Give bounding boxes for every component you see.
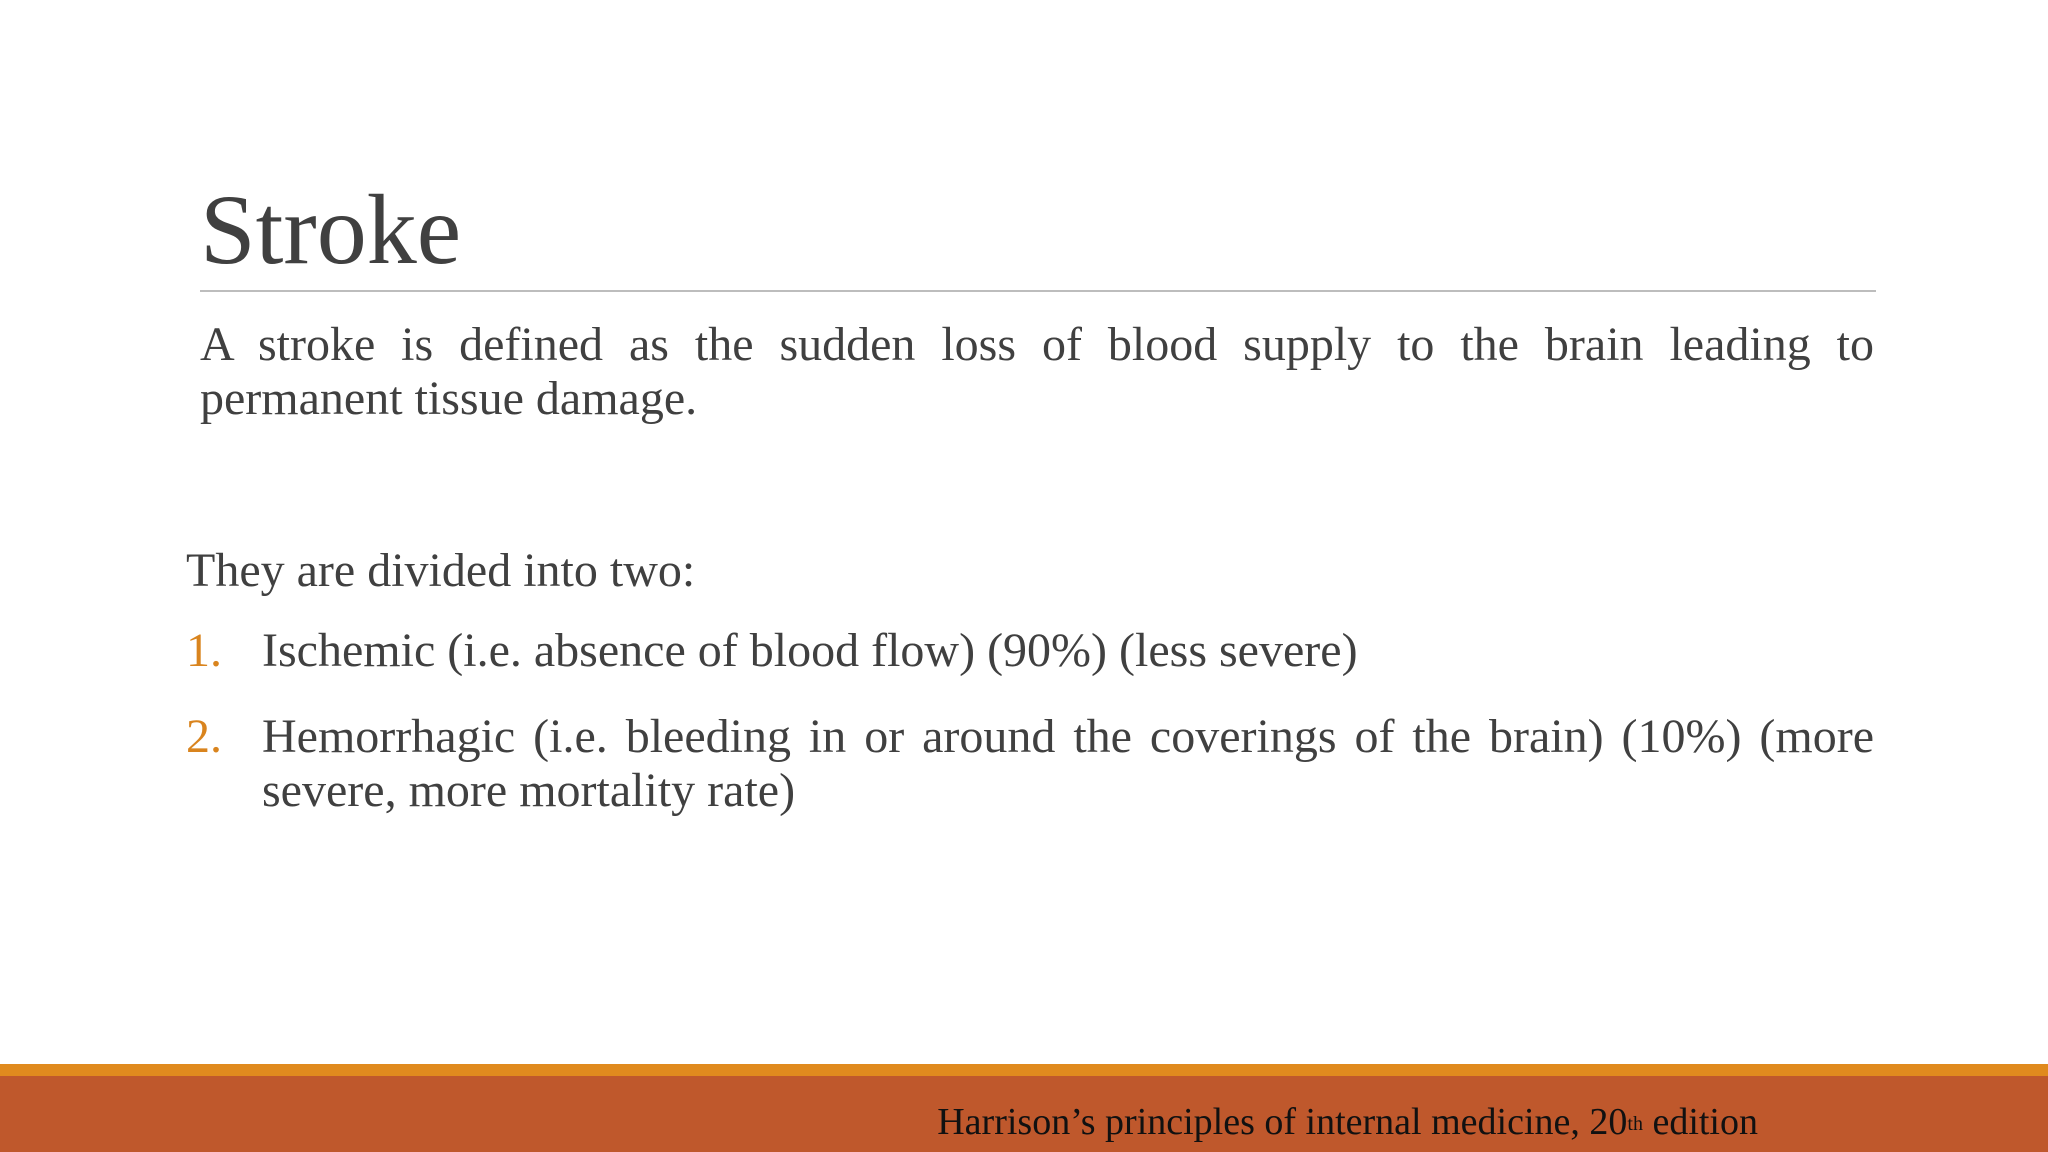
- list-intro: They are divided into two:: [186, 544, 696, 597]
- slide-title: Stroke: [200, 174, 462, 285]
- citation-suffix: edition: [1642, 1101, 1758, 1143]
- citation: [937, 1099, 1758, 1145]
- list-number: 2.: [186, 710, 222, 763]
- list-number: 1.: [186, 624, 222, 677]
- list-item: [186, 710, 1874, 818]
- list-text: Hemorrhagic (i.e. bleeding in or around the coverings of the brain) (10%) (more severe, more mortality rate): [262, 710, 1874, 817]
- citation-superscript: th: [1627, 1113, 1643, 1135]
- citation-prefix: Harrison’s principles of internal medicine, 20: [937, 1101, 1628, 1143]
- stroke-types-list: [186, 624, 1874, 850]
- title-divider: [200, 290, 1876, 292]
- list-text: Ischemic (i.e. absence of blood flow) (90%) (less severe): [262, 624, 1358, 677]
- definition-paragraph: A stroke is defined as the sudden loss of blood supply to the brain leading to permanent tissue damage.: [200, 318, 1874, 425]
- footer-accent-bar: [0, 1064, 2048, 1076]
- list-item: [186, 624, 1874, 678]
